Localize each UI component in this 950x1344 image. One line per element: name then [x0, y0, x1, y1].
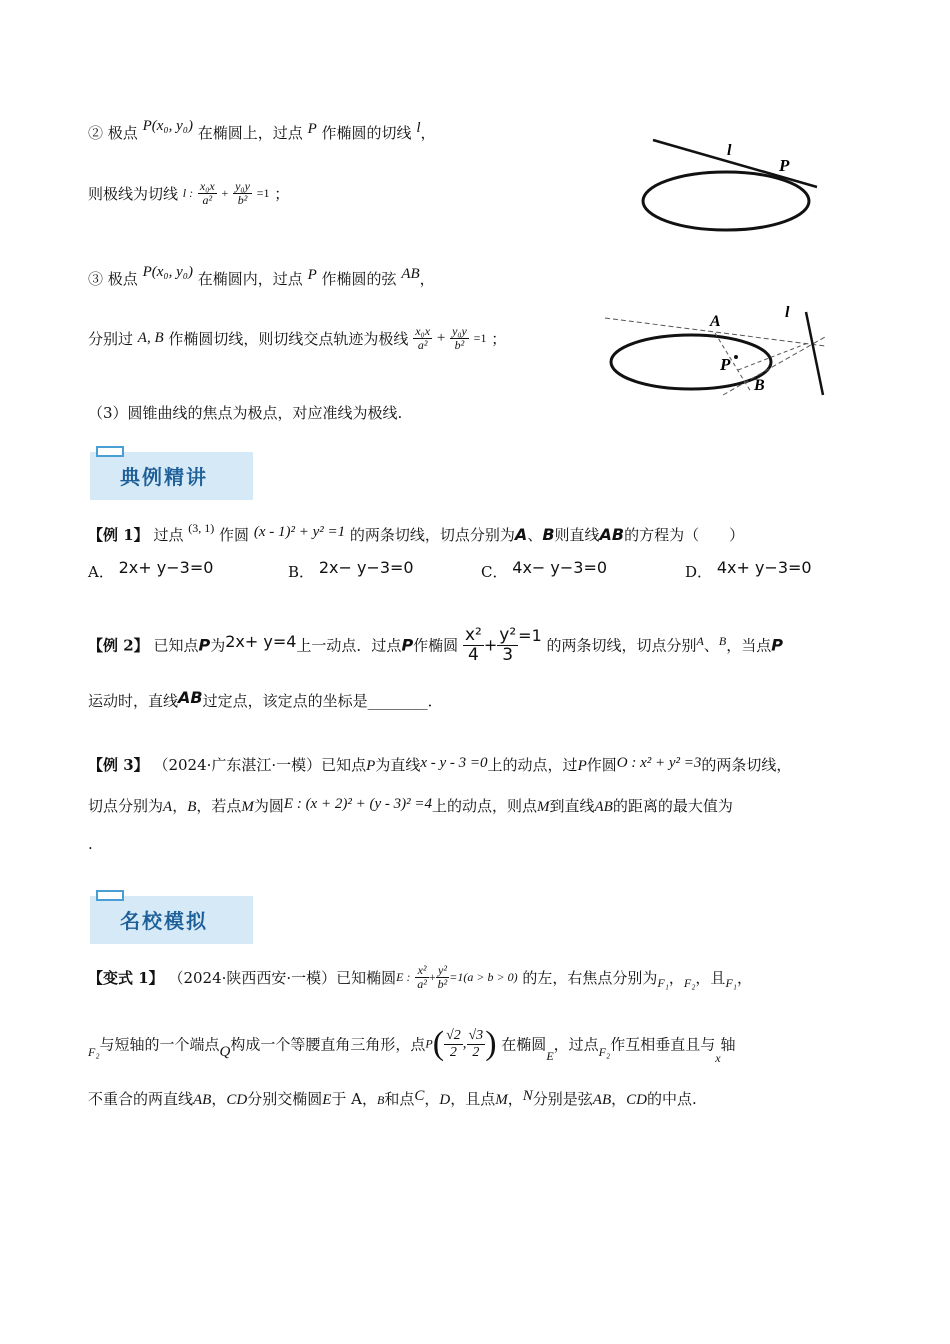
equals: =1 — [473, 331, 487, 346]
denominator: a² — [417, 977, 427, 992]
section-banner-mock — [90, 896, 253, 944]
var-p: P — [577, 758, 587, 774]
text: 作互相垂直且与 — [610, 1035, 716, 1054]
numerator: y² — [436, 964, 450, 978]
text: 的两条切线，切点分别 — [546, 636, 697, 655]
fraction — [415, 964, 429, 991]
var-p: P — [366, 758, 376, 774]
para-pole-inside-ellipse — [88, 266, 435, 293]
fraction — [444, 1028, 463, 1060]
text: 的两条切线， — [701, 756, 792, 774]
numerator: √2 — [446, 1028, 461, 1044]
text: 则极线为切线 — [88, 185, 179, 204]
text: 与短轴的一个端点 — [99, 1035, 220, 1054]
option-expr: 4x+ y−3=0 — [716, 558, 812, 577]
para-polar-tangent — [88, 180, 289, 207]
example-3-line2: 切点分别为A，B，若点M为圆E : (x + 2)² + (y - 3)² =4上的动点，则点M到直线AB的距离的最大值为 — [88, 796, 733, 815]
point: (3, 1) — [188, 521, 215, 535]
var-x: x — [715, 1050, 721, 1065]
denominator: b² — [437, 977, 448, 992]
example-2-line2 — [88, 690, 443, 711]
text: 作圆 — [586, 756, 617, 774]
option-label: D． — [685, 563, 713, 581]
label-p: P — [720, 355, 731, 374]
text: 切点分别为 — [88, 797, 164, 815]
text: ，当点 — [726, 636, 772, 655]
var-f1: F₁ — [725, 976, 737, 991]
var-f1: F₁ — [657, 976, 669, 991]
text: 已知点 — [153, 636, 199, 655]
variant-1 — [88, 964, 752, 991]
example-tag: 【例 2】 — [88, 636, 149, 655]
text: ， — [420, 124, 436, 142]
text: 到直线 — [549, 797, 595, 815]
text: 构成一个等腰直角三角形，点 — [230, 1035, 426, 1054]
variant-1-line2: $_{F_2}$与短轴的一个端点Q构成一个等腰直角三角形，点P( $\frac{√2}{2}$ , $\frac{√3}{2}$ ) 在椭圆$_E$，过点$_{F_2}$作互相垂直且与$_x$轴 — [88, 1025, 736, 1065]
section-title: 典例精讲 — [120, 465, 208, 489]
example-2 — [88, 626, 783, 664]
text: 作椭圆的切线 — [321, 124, 412, 142]
text: 作椭圆 — [413, 636, 459, 655]
var-b: B — [377, 1093, 385, 1107]
fraction — [198, 180, 217, 207]
var-ab: AB — [401, 266, 420, 282]
text: 上的动点，过 — [487, 756, 578, 774]
equals: =1 — [256, 186, 270, 201]
option-expr: 2x− y−3=0 — [318, 558, 414, 577]
text: ， — [419, 270, 435, 288]
plus: + — [483, 635, 498, 655]
numerator: x² — [464, 625, 482, 645]
var-p: P — [425, 1036, 433, 1051]
option-expr: 2x+ y−3=0 — [118, 558, 214, 577]
chord-polar-figure — [603, 300, 828, 398]
text: ， — [668, 969, 684, 988]
fraction — [233, 180, 252, 207]
plus: + — [436, 330, 446, 347]
var-f2: F₂ — [683, 976, 696, 991]
text: 分别交椭圆 — [247, 1090, 323, 1108]
equals: =1 — [518, 625, 542, 645]
numerator: x₀x — [199, 179, 215, 193]
text: 的距离的最大值为 — [612, 797, 733, 815]
var-p: P — [307, 121, 317, 137]
example-3-line3: . — [88, 835, 93, 853]
para-polar-locus — [88, 325, 506, 352]
text: 、 — [527, 526, 543, 544]
example-tag: 【例 1】 — [88, 526, 149, 544]
label-b: B — [754, 377, 765, 394]
var-e: E — [322, 1092, 332, 1108]
pole-point: P(x₀, y₀) — [142, 264, 193, 280]
var-a: A — [514, 525, 528, 544]
plus: + — [428, 970, 436, 985]
fraction — [463, 626, 484, 664]
text: 为圆 — [253, 797, 284, 815]
ellipse — [643, 172, 809, 230]
fraction — [497, 626, 518, 664]
var-a: A — [696, 633, 704, 648]
option-expr: 4x− y−3=0 — [512, 558, 608, 577]
text: 的方程为（ ） — [624, 526, 745, 544]
fraction — [436, 964, 450, 991]
label-l: l — [727, 142, 732, 159]
label-a: A — [710, 313, 721, 330]
denominator: 2 — [449, 1044, 457, 1060]
banner-tag — [96, 446, 124, 457]
numerator: x² — [415, 964, 429, 978]
circle-equation: E : (x + 2)² + (y - 3)² =4 — [283, 796, 432, 812]
polar-line — [806, 312, 823, 395]
para-pole-on-ellipse — [88, 120, 436, 147]
var-f2: F₂ — [598, 1044, 611, 1059]
fraction — [413, 325, 432, 352]
variant-1-line3 — [88, 1088, 697, 1109]
line-label: l : — [182, 186, 194, 201]
var-p: P — [307, 267, 317, 283]
denominator: a² — [417, 338, 428, 353]
var-m: M — [536, 799, 550, 815]
para-focus-directrix: （3）圆锥曲线的焦点为极点，对应准线为极线. — [88, 404, 403, 422]
var-ab: A, B — [137, 330, 164, 347]
example-1 — [88, 521, 745, 545]
numerator: √3 — [468, 1028, 484, 1044]
section-banner-examples — [90, 452, 253, 500]
text: 则直线 — [554, 526, 600, 544]
var-ab: AB — [594, 799, 613, 815]
text: ，若点 — [196, 797, 242, 815]
banner-tag — [96, 890, 124, 901]
line-equation: x - y - 3 =0 — [420, 755, 488, 771]
text: （2024·陕西西安·一模）已知椭圆 — [168, 969, 397, 988]
denominator: b² — [237, 193, 248, 208]
circled-number: ③ — [88, 270, 104, 288]
numerator: y₀y — [235, 179, 250, 193]
var-a: A — [163, 799, 173, 815]
option-label: A． — [88, 563, 114, 581]
denominator: 4 — [468, 644, 479, 665]
text: 和点 — [384, 1090, 415, 1108]
text: ， — [424, 1090, 440, 1108]
text: 过点 — [153, 526, 184, 544]
pole-point: P(x₀, y₀) — [142, 118, 193, 134]
text: 上一动点．过点 — [296, 636, 402, 655]
text: 在椭圆上，过点 — [197, 124, 303, 142]
var-b: B — [542, 525, 555, 544]
text: 上的动点，则点 — [431, 797, 537, 815]
line-equation: 2x+ y=4 — [225, 631, 297, 651]
text: 的左，右焦点分别为 — [522, 969, 658, 988]
var-f2: F₂ — [88, 1044, 100, 1059]
text: 运动时，直线 — [88, 692, 179, 710]
circled-number: ② — [88, 124, 104, 142]
text: 分别是弦 — [532, 1090, 593, 1108]
var-q: Q — [219, 1043, 231, 1060]
var-cd: CD — [626, 1092, 647, 1108]
denominator: 2 — [472, 1044, 480, 1060]
text: 极点 — [107, 124, 138, 142]
text: 为 — [210, 636, 226, 655]
option-b[interactable] — [288, 558, 414, 582]
denominator: a² — [202, 193, 213, 208]
text: ， — [507, 1090, 523, 1108]
var-d: D — [439, 1092, 451, 1108]
option-label: C． — [481, 563, 508, 581]
var-n: N — [522, 1088, 533, 1104]
var-ab: AB — [193, 1092, 212, 1108]
text: 过定点，该定点的坐标是________． — [202, 692, 443, 710]
text: ，且点 — [450, 1090, 496, 1108]
text: 作椭圆的弦 — [321, 270, 397, 288]
plus: + — [221, 186, 229, 201]
text: 作椭圆切线，则切线交点轨迹为极线 — [168, 330, 409, 349]
text: 为直线 — [375, 756, 421, 774]
var-p: P — [401, 635, 414, 655]
equation-tail: =1(a > b > 0) — [449, 970, 518, 985]
text: 于 A， — [331, 1090, 377, 1108]
circle-equation: O : x² + y² =3 — [616, 755, 702, 771]
text: ， — [736, 969, 752, 988]
denominator: b² — [454, 338, 465, 353]
var-m: M — [241, 799, 254, 815]
fraction — [467, 1028, 486, 1060]
text: （2024·广东湛江·一模）已知点 — [153, 756, 367, 774]
text: 的两条切线，切点分别为 — [349, 526, 515, 544]
text: 在椭圆内，过点 — [197, 270, 303, 288]
var-ab: AB — [599, 525, 625, 544]
var-b: B — [718, 633, 727, 648]
text: 作圆 — [219, 526, 250, 544]
option-c[interactable] — [481, 558, 608, 582]
text: 轴 — [720, 1035, 736, 1054]
label-l: l — [785, 304, 790, 321]
numerator: x₀x — [415, 324, 431, 338]
var-e: E : — [396, 970, 411, 985]
text: ， — [211, 1090, 227, 1108]
var-p: P — [771, 635, 783, 655]
numerator: y₀y — [452, 324, 467, 338]
option-label: B． — [288, 563, 315, 581]
circle-equation: (x - 1)² + y² =1 — [253, 524, 346, 540]
text: 、 — [703, 636, 719, 655]
text: 在椭圆 — [501, 1035, 547, 1054]
denominator: 3 — [502, 644, 514, 665]
var-m: M — [495, 1092, 508, 1108]
text: 的中点. — [646, 1090, 697, 1108]
text: 分别过 — [88, 330, 134, 349]
example-1-options — [88, 558, 848, 587]
var-ab: AB — [592, 1092, 612, 1108]
option-a[interactable] — [88, 558, 214, 582]
var-e: E — [546, 1048, 554, 1063]
var-ab: AB — [178, 688, 203, 707]
tangent-ellipse-figure — [635, 138, 820, 238]
text: 极点 — [107, 270, 138, 288]
var-cd: CD — [226, 1092, 248, 1108]
numerator: y² — [499, 625, 517, 645]
label-p: P — [779, 156, 790, 175]
var-p: P — [198, 635, 211, 655]
example-3 — [88, 754, 791, 775]
variant-tag: 【变式 1】 — [88, 969, 164, 988]
option-d[interactable] — [685, 558, 812, 582]
fraction — [450, 325, 469, 352]
text: ，且 — [695, 969, 726, 988]
section-title: 名校模拟 — [120, 909, 208, 933]
tangent-line — [653, 140, 817, 187]
text: ； — [274, 185, 290, 204]
point-p — [734, 355, 738, 359]
text: 不重合的两直线 — [88, 1090, 194, 1108]
text: ， — [611, 1090, 627, 1108]
text: ； — [491, 330, 507, 349]
tangent-b — [723, 337, 825, 395]
text: ，过点 — [553, 1035, 599, 1054]
var-b: B — [187, 799, 197, 815]
example-tag: 【例 3】 — [88, 756, 149, 774]
line-p-to-pole — [738, 343, 808, 370]
var-c: C — [414, 1088, 425, 1104]
var-l: l — [416, 120, 421, 136]
